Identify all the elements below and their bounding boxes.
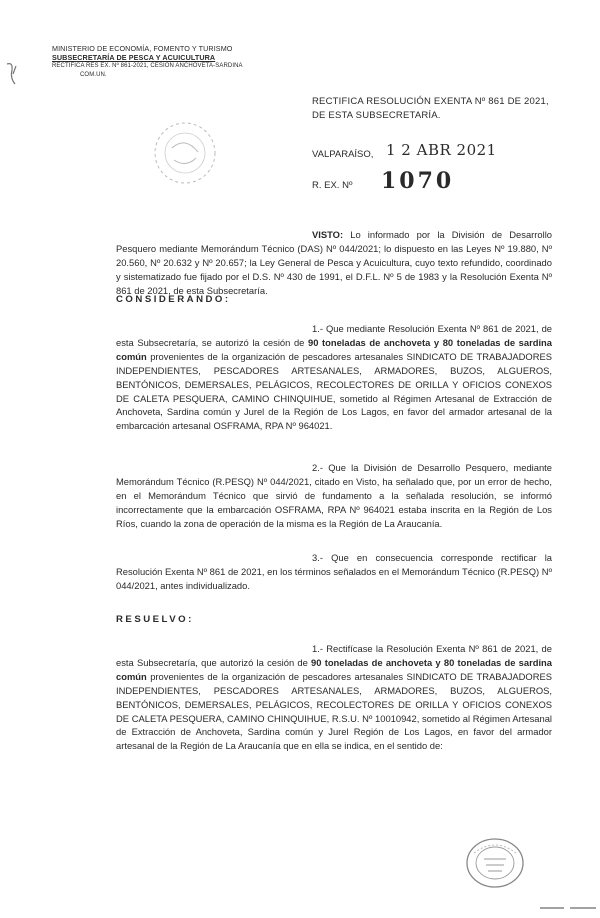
document-title xyxy=(312,95,549,123)
ministry-name: MINISTERIO DE ECONOMÍA, FOMENTO Y TURISMO xyxy=(52,44,233,53)
faint-stamp-icon xyxy=(150,118,220,188)
considerando-paragraph-1: 1.- Que mediante Resolución Exenta Nº 861 de 2021, de esta Subsecretaría, se autorizó la cesión de 90 toneladas de anchoveta y 80 toneladas de sardina común provenientes de la organización de pescadores artesanales SINDICATO DE TRABAJADORES INDEPENDIENTES, PESCADORES ARTESANALES, ARMADORES, BUZOS, ALGUEROS, BENTÓNICOS, DEMERSALES, PELÁGICOS, RECOLECTORES DE ORILLA Y OFICIOS CONEXOS DE CALETA PESQUERA, CAMINO CHINQUIHUE, sometido al Régimen Artesanal de Extracción de Anchoveta, Sardina común y Jurel de la Región de Los Lagos, en favor del armador artesanal de la embarcación artesanal OSFRAMA, RPA Nº 964021. xyxy=(116,323,552,432)
letterhead xyxy=(52,44,243,80)
signature-line-icon xyxy=(540,904,596,912)
date-stamp: 1 2 ABR 2021 xyxy=(386,141,497,159)
resolution-number-label: R. EX. Nº xyxy=(312,180,353,191)
tonnage-bold: 90 toneladas de anchoveta y 80 toneladas de sardina común xyxy=(116,336,552,362)
document-reference: RECTIFICA RES EX. Nº 861-2021, CESIÓN ANCHOVETA-SARDINA xyxy=(52,63,243,69)
place-label: VALPARAÍSO, xyxy=(312,149,374,160)
considerando-paragraph-2: 2.- Que la División de Desarrollo Pesquero, mediante Memorándum Técnico (R.PESQ) Nº 044/2021, citado en Visto, ha señalado que, por un error de hecho, en el Memorándum Técnico que sirvió de fundamento a la señalada resolución, se informó incorrectamente que la embarcación OSFRAMA, RPA Nº 964021 estaba inscrita en la Región de Los Ríos, cuando la zona de operación de la misma es la Región de La Araucanía. xyxy=(116,462,552,529)
visto-label: VISTO: xyxy=(312,229,344,240)
resuelvo-heading: RESUELVO: xyxy=(116,614,194,625)
handwritten-mark-icon xyxy=(4,60,22,90)
subsecretaria-name: SUBSECRETARÍA DE PESCA Y ACUICULTURA xyxy=(52,53,216,62)
title-line-1: RECTIFICA RESOLUCIÓN EXENTA Nº 861 DE 2021, xyxy=(312,96,549,107)
document-reference-2: COM.UN. xyxy=(80,72,107,78)
visto-text: Lo informado por la División de Desarrollo Pesquero mediante Memorándum Técnico (DAS) Nº 044/2021; lo dispuesto en las Leyes Nº 19.880, Nº 20.560, Nº 20.632 y Nº 20.657; la Ley General de Pesca y Acuicultura, cuyo texto refundido, coordinado y sistematizado fue fijado por el D.S. Nº 430 de 1991, el D.F.L. Nº 5 de 1983 y la Resolución Exenta Nº 861 de 2021, de esta Subsecretaría. xyxy=(116,229,552,296)
resuelvo-paragraph-1: 1.- Rectifícase la Resolución Exenta Nº 861 de 2021, de esta Subsecretaría, que autorizó la cesión de 90 toneladas de anchoveta y 80 toneladas de sardina común provenientes de la organización de pescadores artesanales SINDICATO DE TRABAJADORES INDEPENDIENTES, PESCADORES ARTESANALES, ARMADORES, BUZOS, ALGUEROS, BENTÓNICOS, DEMERSALES, PELÁGICOS, RECOLECTORES DE ORILLA Y OFICIOS CONEXOS DE CALETA PESQUERA, CAMINO CHINQUIHUE, R.S.U. Nº 10010942, sometido al Régimen Artesanal de Extracción de Anchoveta, Sardina común y Jurel Región de Los Lagos, en favor del armador artesanal de la Región de La Araucanía que en ella se indica, en el sentido de: xyxy=(116,643,552,752)
resolution-number: 1070 xyxy=(381,168,455,194)
considerando-heading: CONSIDERANDO: xyxy=(116,294,231,305)
official-seal-icon xyxy=(462,835,528,891)
visto-paragraph xyxy=(116,228,552,298)
title-line-2: DE ESTA SUBSECRETARÍA. xyxy=(312,110,441,121)
tonnage-bold-2: 90 toneladas de anchoveta y 80 toneladas de sardina común xyxy=(116,656,552,682)
considerando-paragraph-3: 3.- Que en consecuencia corresponde rectificar la Resolución Exenta Nº 861 de 2021, en los términos señalados en el Memorándum Técnico (R.PESQ) Nº 044/2021, antes individualizado. xyxy=(116,552,552,591)
